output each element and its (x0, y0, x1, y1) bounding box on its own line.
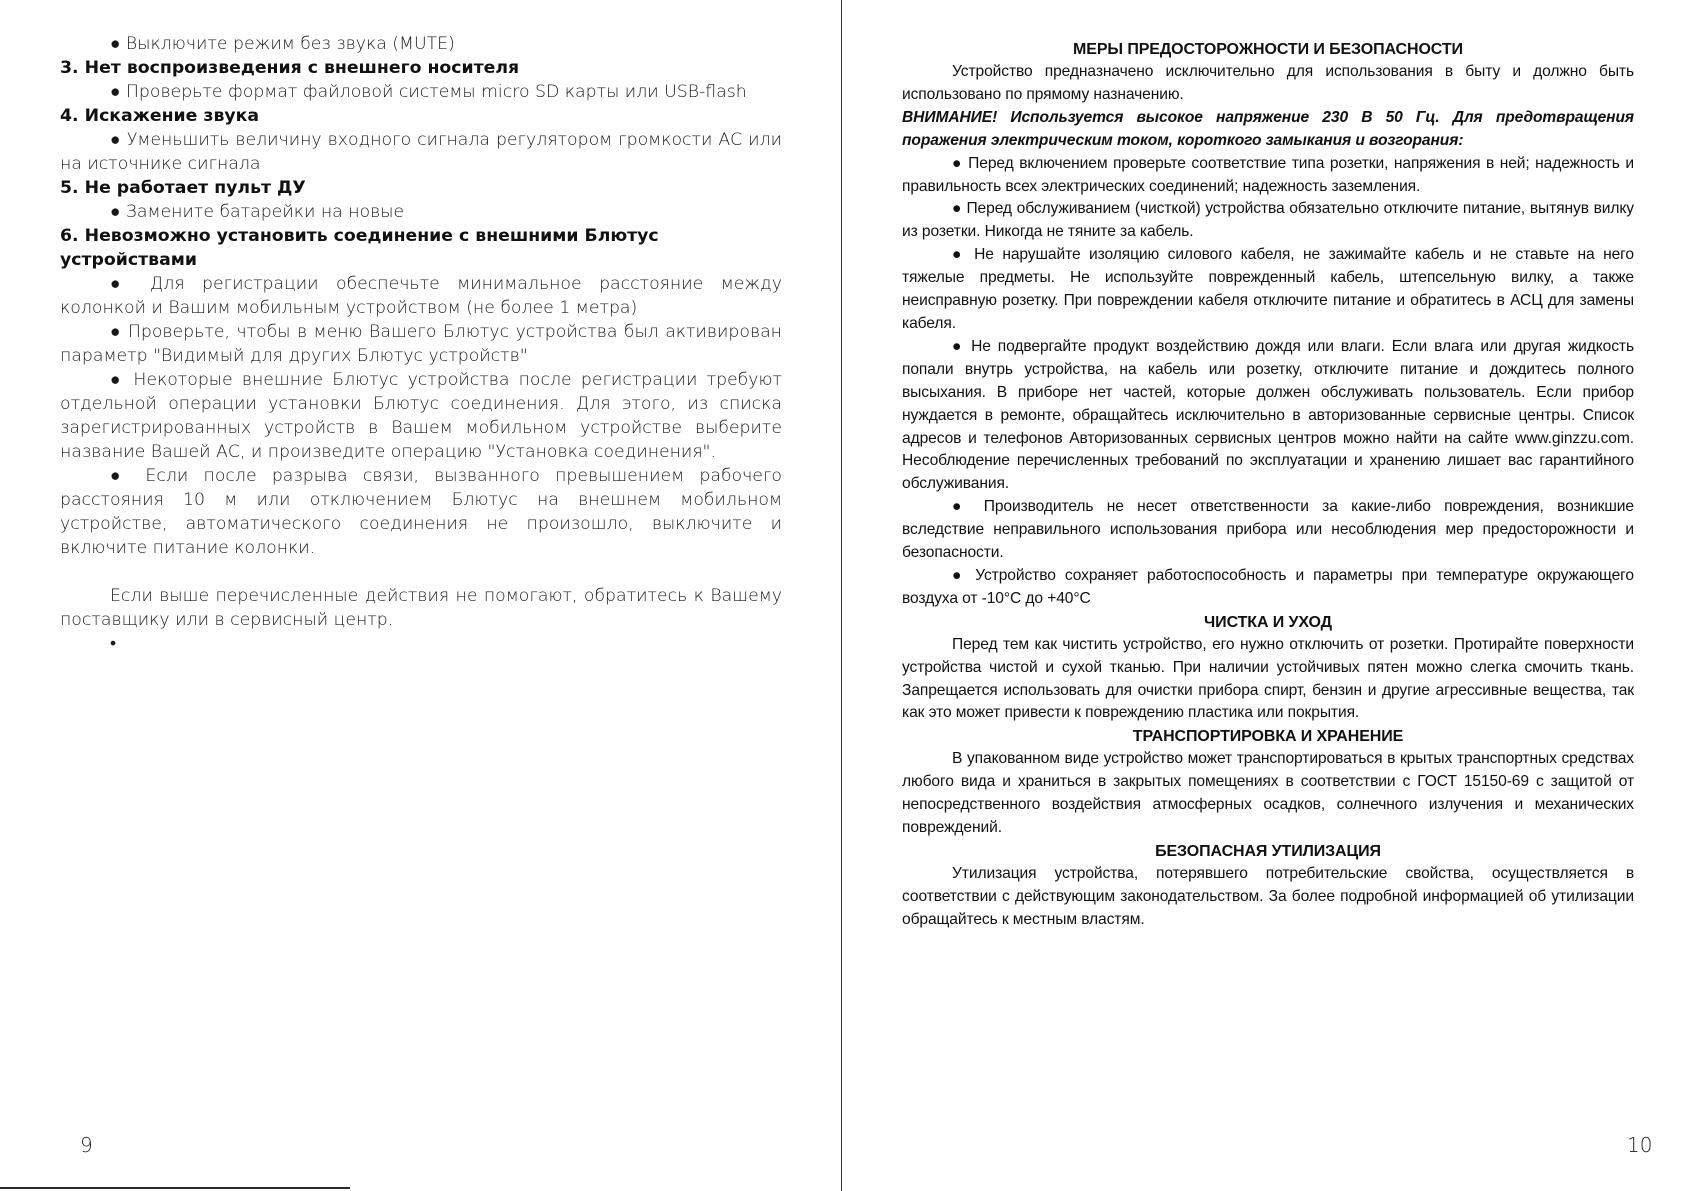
section-heading: 4. Искажение звука (60, 106, 260, 126)
stray-bullet: • (110, 634, 117, 654)
section-heading: 6. Невозможно установить соединение с внешними Блютус устройствами (60, 226, 659, 270)
paragraph: ● Уменьшить величину входного сигнала регулятором громкости АС или на источнике сигнала (60, 130, 782, 174)
paragraph: ● Для регистрации обеспечьте минимальное расстояние между колонкой и Вашим мобильным устройством (не более 1 метра) (60, 274, 782, 318)
right-page-content (902, 38, 1634, 932)
section-title: МЕРЫ ПРЕДОСТОРОЖНОСТИ И БЕЗОПАСНОСТИ (1073, 41, 1463, 58)
paragraph: ● Проверьте формат файловой системы micro SD карты или USB-flash (110, 82, 747, 102)
paragraph: Перед тем как чистить устройство, его нужно отключить от розетки. Протирайте поверхности устройства чистой и сухой тканью. При наличии устойчивых пятен можно слегка смочить ткань. Запрещается использовать для очистки прибора спирт, бензин и другие агрессивные вещества, так как это может привести к повреждению пластика или покрытия. (902, 635, 1634, 722)
paragraph: ● Производитель не несет ответственности за какие-либо повреждения, возникшие вследствие неправильного использования прибора или несоблюдения мер предосторожности и безопасности. (902, 498, 1634, 562)
section-heading: 3. Нет воспроизведения с внешнего носителя (60, 58, 520, 78)
section-title: БЕЗОПАСНАЯ УТИЛИЗАЦИЯ (1155, 843, 1381, 860)
paragraph: ● Замените батарейки на новые (110, 202, 405, 222)
left-page-content (60, 32, 782, 656)
paragraph: ● Не нарушайте изоляцию силового кабеля, не зажимайте кабель и не ставьте на него тяжелые предметы. Не используйте поврежденный кабель, штепсельную вилку, а также неисправную розетку. При повреждении кабеля отключите питание и обратитесь в АСЦ для замены кабеля. (902, 246, 1634, 332)
page-divider (841, 0, 842, 1191)
section-heading: 5. Не работает пульт ДУ (60, 178, 306, 198)
paragraph: ● Не подвергайте продукт воздействию дождя или влаги. Если влага или другая жидкость попали внутрь устройства, на кабель или розетку, отключите питание и дождитесь полного высыхания. В приборе нет частей, которые должен обслуживать пользователь. Если прибор нуждается в ремонте, обращайтесь исключительно в авторизованные сервисные центры. Список адресов и телефонов Авторизованных сервисных центров можно найти на сайте www.ginzzu.com. Несоблюдение перечисленных требований по эксплуатации и хранению лишает вас гарантийного обслуживания. (902, 337, 1634, 493)
paragraph: Если выше перечисленные действия не помогают, обратитесь к Вашему поставщику или в сервисный центр. (60, 586, 782, 630)
section-title: ЧИСТКА И УХОД (1204, 613, 1332, 631)
paragraph: Утилизация устройства, потерявшего потребительские свойства, осуществляется в соответствии с действующим законодательством. За более подробной информацией об утилизации обращайтесь к местным властям. (902, 865, 1634, 928)
paragraph: ● Если после разрыва связи, вызванного превышением рабочего расстояния 10 м или отключением Блютус на внешнем мобильном устройстве, автоматического соединения не произошло, выключите и включите питание колонки. (60, 466, 782, 558)
section-title: ТРАНСПОРТИРОВКА И ХРАНЕНИЕ (1132, 728, 1404, 746)
page-number: 10 (1627, 1133, 1653, 1157)
spacer (60, 560, 782, 584)
paragraph: ● Выключите режим без звука (MUTE) (110, 34, 455, 54)
left-page (0, 0, 842, 1191)
paragraph: ● Перед обслуживанием (чисткой) устройства обязательно отключите питание, вытянув вилку из розетки. Никогда не тяните за кабель. (902, 200, 1634, 241)
paragraph: В упакованном виде устройство может транспортироваться в крытых транспортных средствах любого вида и храниться в закрытых помещениях в соответствии с ГОСТ 15150-69 с защитой от непосредственного воздействия атмосферных осадков, солнечного излучения и механических повреждений. (902, 750, 1634, 837)
paragraph: ● Устройство сохраняет работоспособность и параметры при температуре окружающего воздуха от -10°C до +40°C (902, 566, 1634, 607)
paragraph: Устройство предназначено исключительно для использования в быту и должно быть использовано по прямому назначению. (902, 63, 1634, 103)
warning-text: ВНИМАНИЕ! Используется высокое напряжение 230 В 50 Гц. Для предотвращения поражения электрическим током, короткого замыкания и возгорания: (902, 108, 1634, 149)
page-number: 9 (80, 1133, 93, 1157)
paragraph: ● Перед включением проверьте соответствие типа розетки, напряжения в ней; надежность и правильность всех электрических соединений; надежность заземления. (902, 154, 1634, 195)
paragraph: ● Проверьте, чтобы в меню Вашего Блютус устройства был активирован параметр "Видимый для других Блютус устройств" (60, 322, 782, 366)
bottom-rule (0, 1187, 350, 1189)
paragraph: ● Некоторые внешние Блютус устройства после регистрации требуют отдельной операции установки Блютус соединения. Для этого, из списка зарегистрированных устройств в Вашем мобильном устройстве выберите название Вашей АС, и произведите операцию "Установка соединения". (60, 370, 782, 462)
